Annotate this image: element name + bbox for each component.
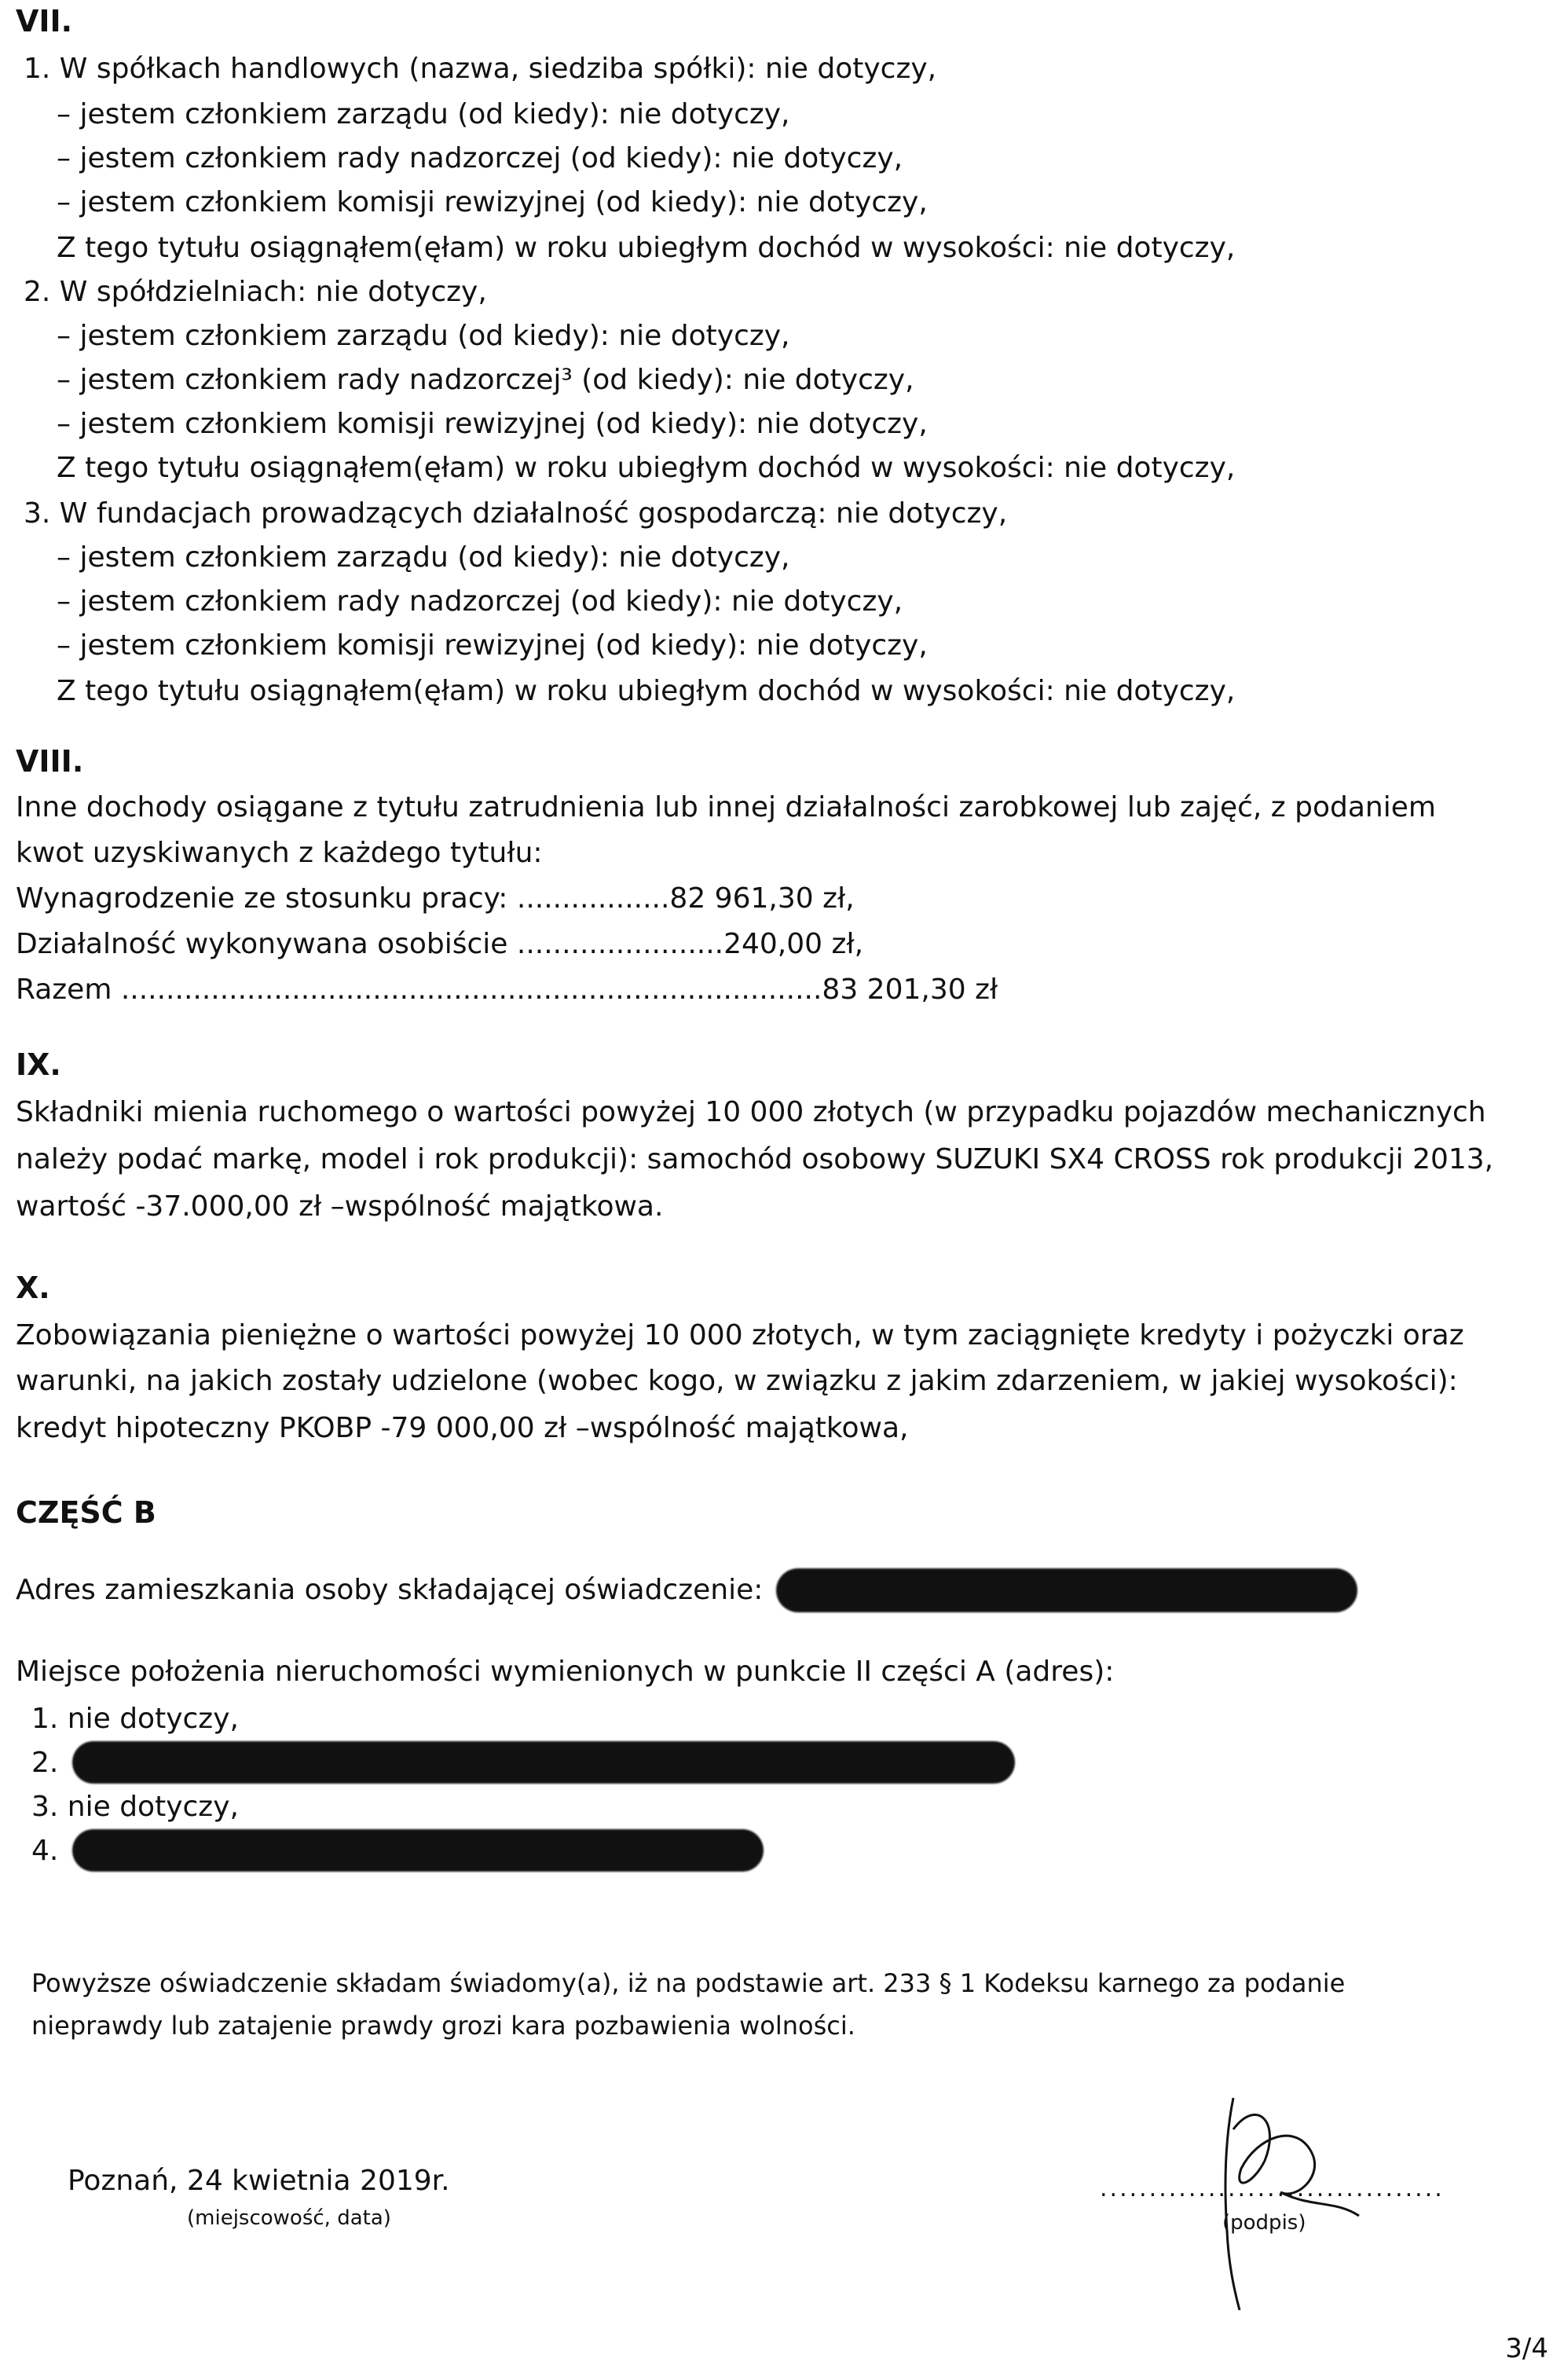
vii-item-4: – jestem członkiem komisji rewizyjnej (od kiedy): nie dotyczy, <box>57 186 928 218</box>
property-item-4: 4. <box>31 1835 59 1867</box>
statement-line-2: nieprawdy lub zatajenie prawdy grozi kara pozbawienia wolności. <box>31 2011 855 2041</box>
property-item-2: 2. <box>31 1747 59 1779</box>
vii-item-6: 2. W spółdzielniach: nie dotyczy, <box>24 276 487 308</box>
vii-item-7: – jestem członkiem zarządu (od kiedy): nie dotyczy, <box>57 320 790 352</box>
signature-image <box>1178 2074 1383 2334</box>
vii-item-5: Z tego tytułu osiągnąłem(ęłam) w roku ubiegłym dochód w wysokości: nie dotyczy, <box>57 232 1236 264</box>
property-item-3: 3. nie dotyczy, <box>31 1791 239 1823</box>
page-number: 3/4 <box>1505 2333 1548 2364</box>
viii-intro-2: kwot uzyskiwanych z każdego tytułu: <box>16 837 543 869</box>
vii-item-12: – jestem członkiem zarządu (od kiedy): nie dotyczy, <box>57 541 790 574</box>
redacted-address <box>776 1568 1357 1612</box>
vii-item-1: 1. W spółkach handlowych (nazwa, siedziba spółki): nie dotyczy, <box>24 53 937 85</box>
section-vii-heading: VII. <box>16 4 73 39</box>
ix-line-2: należy podać markę, model i rok produkcji): samochód osobowy SUZUKI SX4 CROSS rok produkcji 2013, <box>16 1143 1494 1175</box>
ix-line-3: wartość -37.000,00 zł –wspólność majątkowa. <box>16 1190 664 1223</box>
vii-item-2: – jestem członkiem zarządu (od kiedy): nie dotyczy, <box>57 98 790 130</box>
vii-item-15: Z tego tytułu osiągnąłem(ęłam) w roku ubiegłym dochód w wysokości: nie dotyczy, <box>57 675 1236 707</box>
property-item-1: 1. nie dotyczy, <box>31 1703 239 1735</box>
vii-item-14: – jestem członkiem komisji rewizyjnej (od kiedy): nie dotyczy, <box>57 629 928 662</box>
statement-line-1: Powyższe oświadczenie składam świadomy(a), iż na podstawie art. 233 § 1 Kodeksu karnego za podanie <box>31 1968 1346 1998</box>
redacted-property-2 <box>72 1741 1015 1784</box>
place-date-caption: (miejscowość, data) <box>187 2206 391 2230</box>
viii-row-activity: Działalność wykonywana osobiście .......................240,00 zł, <box>16 928 864 960</box>
viii-intro-1: Inne dochody osiągane z tytułu zatrudnienia lub innej działalności zarobkowej lub zajęć, z podaniem <box>16 791 1436 823</box>
x-line-1: Zobowiązania pieniężne o wartości powyżej 10 000 złotych, w tym zaciągnięte kredyty i pożyczki oraz <box>16 1319 1464 1351</box>
signature-caption: (podpis) <box>1222 2211 1306 2235</box>
viii-row-total: Razem ..............................................................................83 201,30 zł <box>16 974 998 1006</box>
property-label: Miejsce położenia nieruchomości wymienionych w punkcie II części A (adres): <box>16 1656 1115 1688</box>
viii-row-salary: Wynagrodzenie ze stosunku pracy: .................82 961,30 zł, <box>16 882 855 915</box>
address-label: Adres zamieszkania osoby składającej oświadczenie: <box>16 1574 764 1606</box>
section-viii-heading: VIII. <box>16 744 84 779</box>
section-x-heading: X. <box>16 1271 50 1305</box>
redacted-property-4 <box>72 1829 764 1872</box>
section-ix-heading: IX. <box>16 1047 61 1082</box>
ix-line-1: Składniki mienia ruchomego o wartości powyżej 10 000 złotych (w przypadku pojazdów mechanicznych <box>16 1096 1486 1128</box>
vii-item-9: – jestem członkiem komisji rewizyjnej (od kiedy): nie dotyczy, <box>57 408 928 440</box>
x-line-2: warunki, na jakich zostały udzielone (wobec kogo, w związku z jakim zdarzeniem, w jakiej wysokości): <box>16 1365 1458 1397</box>
vii-item-11: 3. W fundacjach prowadzących działalność gospodarczą: nie dotyczy, <box>24 497 1008 530</box>
vii-item-13: – jestem członkiem rady nadzorczej (od kiedy): nie dotyczy, <box>57 585 903 618</box>
part-b-heading: CZĘŚĆ B <box>16 1495 156 1530</box>
signature-dots: ................................... <box>1100 2175 1445 2202</box>
vii-item-10: Z tego tytułu osiągnąłem(ęłam) w roku ubiegłym dochód w wysokości: nie dotyczy, <box>57 452 1236 484</box>
vii-item-8: – jestem członkiem rady nadzorczej³ (od kiedy): nie dotyczy, <box>57 364 914 396</box>
vii-item-3: – jestem członkiem rady nadzorczej (od kiedy): nie dotyczy, <box>57 142 903 174</box>
x-line-3: kredyt hipoteczny PKOBP -79 000,00 zł –wspólność majątkowa, <box>16 1412 909 1444</box>
place-date: Poznań, 24 kwietnia 2019r. <box>68 2165 450 2197</box>
